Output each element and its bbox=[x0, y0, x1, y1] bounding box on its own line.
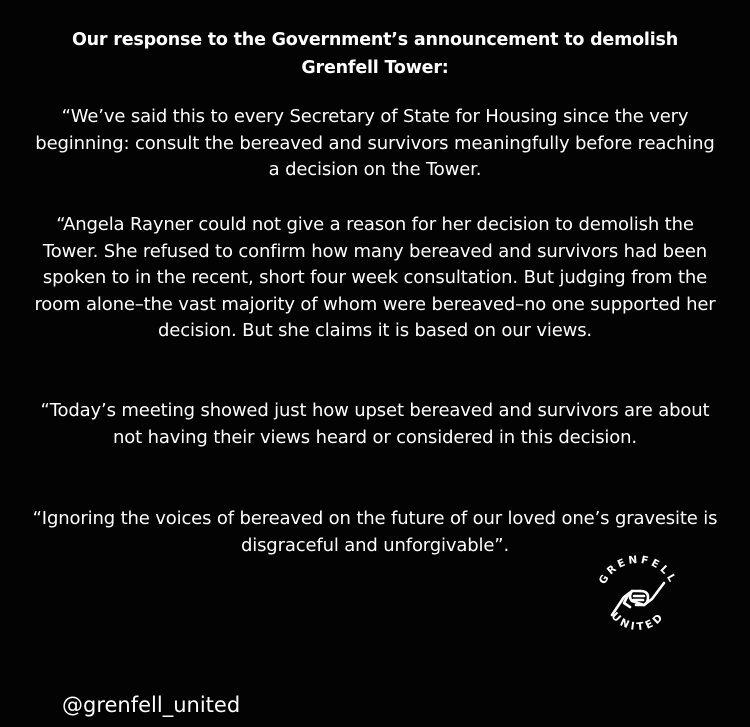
svg-text:UNITED bbox=[609, 610, 668, 633]
statement-paragraph-3: “Today’s meeting showed just how upset bereaved and survivors are about not having their views heard or considered in this decision. bbox=[40, 400, 710, 448]
grenfell-united-logo bbox=[588, 547, 688, 647]
svg-text:GRENFELL bbox=[597, 554, 680, 587]
statement-paragraph-2: “Angela Rayner could not give a reason for her decision to demolish the Tower. She refused to confirm how many bereaved and survivors had been spoken to in the recent, short four week consultation. But judging from the room alone–the vast majority of whom were bereaved–no one supported her decision. But she claims it is based on our views. bbox=[34, 214, 716, 341]
logo-top-text: GRENFELL bbox=[596, 553, 680, 587]
statement-title: Our response to the Government’s announcement to demolish Grenfell Tower: bbox=[72, 30, 678, 78]
statement-paragraph-4: “Ignoring the voices of bereaved on the future of our loved one’s gravesite is disgraceful and unforgivable”. bbox=[32, 508, 718, 556]
statement-paragraph-1: “We’ve said this to every Secretary of State for Housing since the very beginning: consult the bereaved and survivors meaningfully before reaching a decision on the Tower. bbox=[35, 106, 715, 180]
clasped-hands-icon bbox=[588, 547, 688, 647]
logo-bottom-text: UNITED bbox=[608, 610, 668, 634]
social-handle: @grenfell_united bbox=[62, 693, 241, 717]
